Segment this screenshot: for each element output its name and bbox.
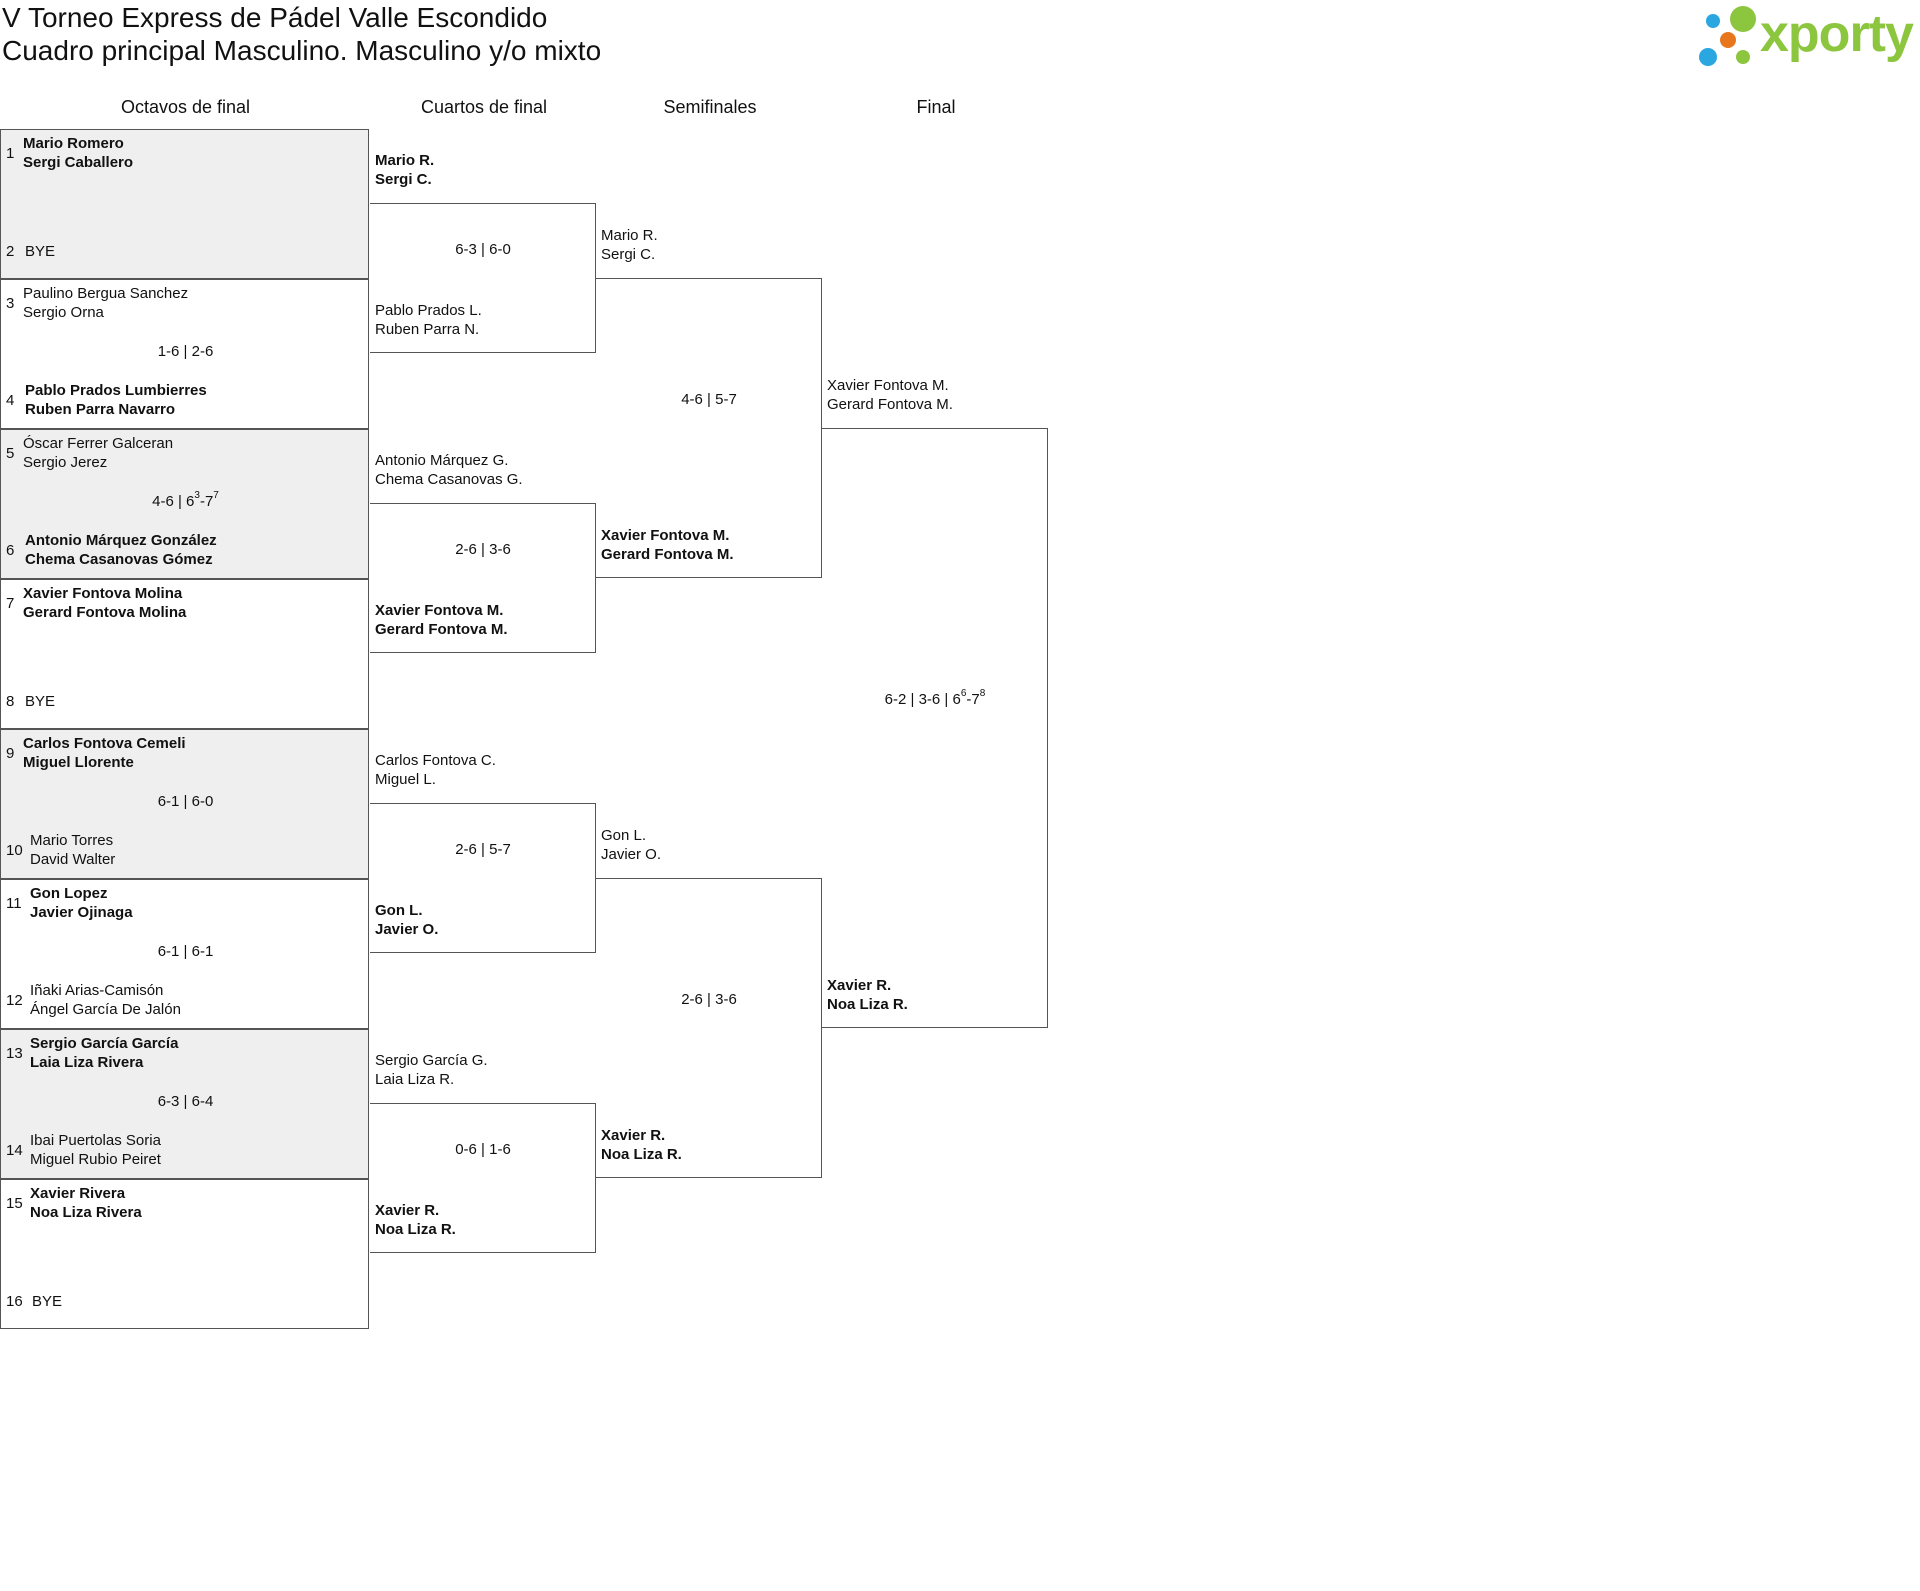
player-name: Gon L. (601, 827, 647, 844)
player-name: Mario Torres (30, 832, 114, 849)
player-name: Mario R. (601, 227, 658, 244)
player-name: Antonio Márquez González (25, 532, 217, 549)
bracket-connector-final (822, 428, 1048, 1028)
match-score: 6-1 | 6-1 (157, 943, 214, 960)
match-score: 6-3 | 6-4 (157, 1093, 214, 1110)
player-name: Laia Liza Rivera (30, 1054, 144, 1071)
seed-number: 16 (6, 1293, 23, 1310)
match-score: 4-6 | $6^3-7^7$ (152, 490, 219, 510)
player-name: Miguel Llorente (23, 754, 134, 771)
player-name: Miguel L. (375, 771, 436, 788)
player-name: Gon L. (375, 902, 423, 919)
match-r16 (0, 579, 369, 729)
match-r16 (0, 1029, 369, 1179)
player-name: Javier Ojinaga (30, 904, 133, 921)
seed-number: 8 (6, 693, 15, 710)
match-r16 (0, 879, 369, 1029)
team-bottom (25, 381, 207, 419)
player-name: Pablo Prados L. (375, 302, 482, 319)
player-name: Gerard Fontova M. (601, 546, 734, 563)
player-name: Miguel Rubio Peiret (30, 1151, 161, 1168)
player-name: Javier O. (601, 846, 662, 863)
player-name: Xavier Rivera (30, 1185, 126, 1202)
match-score-final: 6-2 | 3-6 | $6^6-7^8$ (884, 688, 986, 708)
seed-number: 2 (6, 243, 15, 260)
page-subtitle: Cuadro principal Masculino. Masculino y/o mixto (2, 35, 602, 66)
player-name: Noa Liza R. (375, 1221, 456, 1238)
team-top-qf (375, 451, 523, 489)
match-r16 (0, 429, 369, 579)
round-header-final: Final (916, 97, 956, 117)
team-top-sf (601, 226, 658, 264)
player-name: Pablo Prados Lumbierres (25, 382, 207, 399)
match-score-sf: 2-6 | 3-6 (681, 991, 737, 1008)
seed-number: 12 (6, 992, 23, 1009)
team-top-qf (375, 1051, 488, 1089)
team-top (23, 734, 186, 772)
player-name: Carlos Fontova C. (375, 752, 496, 769)
team-top (23, 584, 186, 622)
round-header-octavos: Octavos de final (120, 97, 251, 117)
team-bottom (25, 531, 217, 569)
match-r16 (0, 1179, 369, 1329)
player-name: Xavier Fontova M. (375, 602, 504, 619)
player-name: Javier O. (375, 921, 439, 938)
seed-number: 7 (6, 595, 15, 612)
player-name: Sergi Caballero (23, 154, 134, 171)
team-bottom (30, 1131, 161, 1169)
match-score-sf: 4-6 | 5-7 (681, 391, 737, 408)
match-r16 (0, 279, 369, 429)
seed-number: 6 (6, 542, 15, 559)
team-bottom (30, 831, 115, 869)
seed-number: 4 (6, 392, 15, 409)
player-name: Xavier R. (601, 1127, 666, 1144)
match-r16 (0, 729, 369, 879)
player-name: Noa Liza R. (827, 996, 908, 1013)
seed-number: 1 (6, 145, 15, 162)
player-name: BYE (25, 243, 56, 260)
seed-number: 10 (6, 842, 23, 859)
match-score: 1-6 | 2-6 (157, 343, 214, 360)
match-score-qf: 6-3 | 6-0 (455, 241, 511, 258)
player-name: Sergio Jerez (23, 454, 108, 471)
seed-number: 11 (6, 895, 22, 912)
team-bottom (25, 242, 55, 261)
player-name: Gerard Fontova Molina (23, 604, 187, 621)
player-name: Sergi C. (601, 246, 656, 263)
player-name: Carlos Fontova Cemeli (23, 735, 186, 752)
team-top (23, 434, 173, 472)
player-name: Xavier Fontova M. (601, 527, 730, 544)
team-top (23, 134, 133, 172)
match-r16 (0, 129, 369, 279)
player-name: Xavier Fontova M. (827, 377, 949, 394)
logo-dot-green-icon (1730, 6, 1756, 32)
team-bottom-final (827, 976, 908, 1014)
page-title: V Torneo Express de Pádel Valle Escondido (2, 2, 548, 33)
player-name: Chema Casanovas Gómez (25, 551, 213, 568)
team-bottom-sf (601, 1126, 682, 1164)
team-top-final (827, 376, 953, 414)
team-top-sf (601, 826, 661, 864)
team-bottom-qf (375, 901, 438, 939)
player-name: Paulino Bergua Sanchez (23, 285, 189, 302)
xporty-logo[interactable] (1696, 4, 1920, 68)
player-name: Mario R. (375, 152, 435, 169)
player-name: Gerard Fontova M. (375, 621, 508, 638)
team-top (23, 284, 188, 322)
player-name: Gerard Fontova M. (827, 396, 953, 413)
seed-number: 15 (6, 1195, 23, 1212)
player-name: Xavier R. (375, 1202, 440, 1219)
team-bottom-qf (375, 301, 482, 339)
player-name: Ruben Parra N. (375, 321, 480, 338)
player-name: Xavier Fontova Molina (23, 585, 183, 602)
player-name: Sergio García García (30, 1035, 179, 1052)
team-bottom-qf (375, 1201, 456, 1239)
team-bottom (32, 1292, 62, 1311)
seed-number: 5 (6, 445, 15, 462)
player-name: Noa Liza Rivera (30, 1204, 142, 1221)
logo-wordmark: xporty (1760, 5, 1913, 63)
team-top (30, 884, 133, 922)
player-name: Mario Romero (23, 135, 124, 152)
logo-dot-blue-icon (1699, 48, 1717, 66)
player-name: BYE (32, 1293, 63, 1310)
player-name: David Walter (30, 851, 116, 868)
player-name: Ruben Parra Navarro (25, 401, 176, 418)
team-top (30, 1034, 178, 1072)
team-bottom-qf (375, 601, 508, 639)
logo-dot-orange-icon (1720, 32, 1736, 48)
team-bottom (30, 981, 181, 1019)
player-name: BYE (25, 693, 56, 710)
team-bottom-sf (601, 526, 734, 564)
player-name: Iñaki Arias-Camisón (30, 982, 164, 999)
team-top-qf (375, 151, 434, 189)
round-header-semifinales: Semifinales (663, 97, 757, 117)
team-top (30, 1184, 142, 1222)
match-score-qf: 0-6 | 1-6 (455, 1141, 511, 1158)
player-name: Óscar Ferrer Galceran (23, 435, 174, 452)
player-name: Gon Lopez (30, 885, 108, 902)
player-name: Xavier R. (827, 977, 892, 994)
player-name: Sergio Orna (23, 304, 104, 321)
player-name: Chema Casanovas G. (375, 471, 523, 488)
round-header-cuartos: Cuartos de final (420, 97, 548, 117)
team-top-qf (375, 751, 496, 789)
team-bottom (25, 692, 55, 711)
player-name: Laia Liza R. (375, 1071, 455, 1088)
seed-number: 13 (6, 1045, 23, 1062)
seed-number: 14 (6, 1142, 23, 1159)
logo-dot-green-small-icon (1736, 50, 1750, 64)
player-name: Sergi C. (375, 171, 432, 188)
player-name: Antonio Márquez G. (375, 452, 509, 469)
seed-number: 3 (6, 295, 15, 312)
player-name: Ángel García De Jalón (30, 1001, 181, 1018)
match-score-qf: 2-6 | 5-7 (455, 841, 511, 858)
player-name: Sergio García G. (375, 1052, 488, 1069)
logo-dot-blue-small-icon (1706, 14, 1720, 28)
player-name: Noa Liza R. (601, 1146, 682, 1163)
match-score: 6-1 | 6-0 (157, 793, 214, 810)
seed-number: 9 (6, 745, 15, 762)
match-score-qf: 2-6 | 3-6 (455, 541, 511, 558)
player-name: Ibai Puertolas Soria (30, 1132, 161, 1149)
